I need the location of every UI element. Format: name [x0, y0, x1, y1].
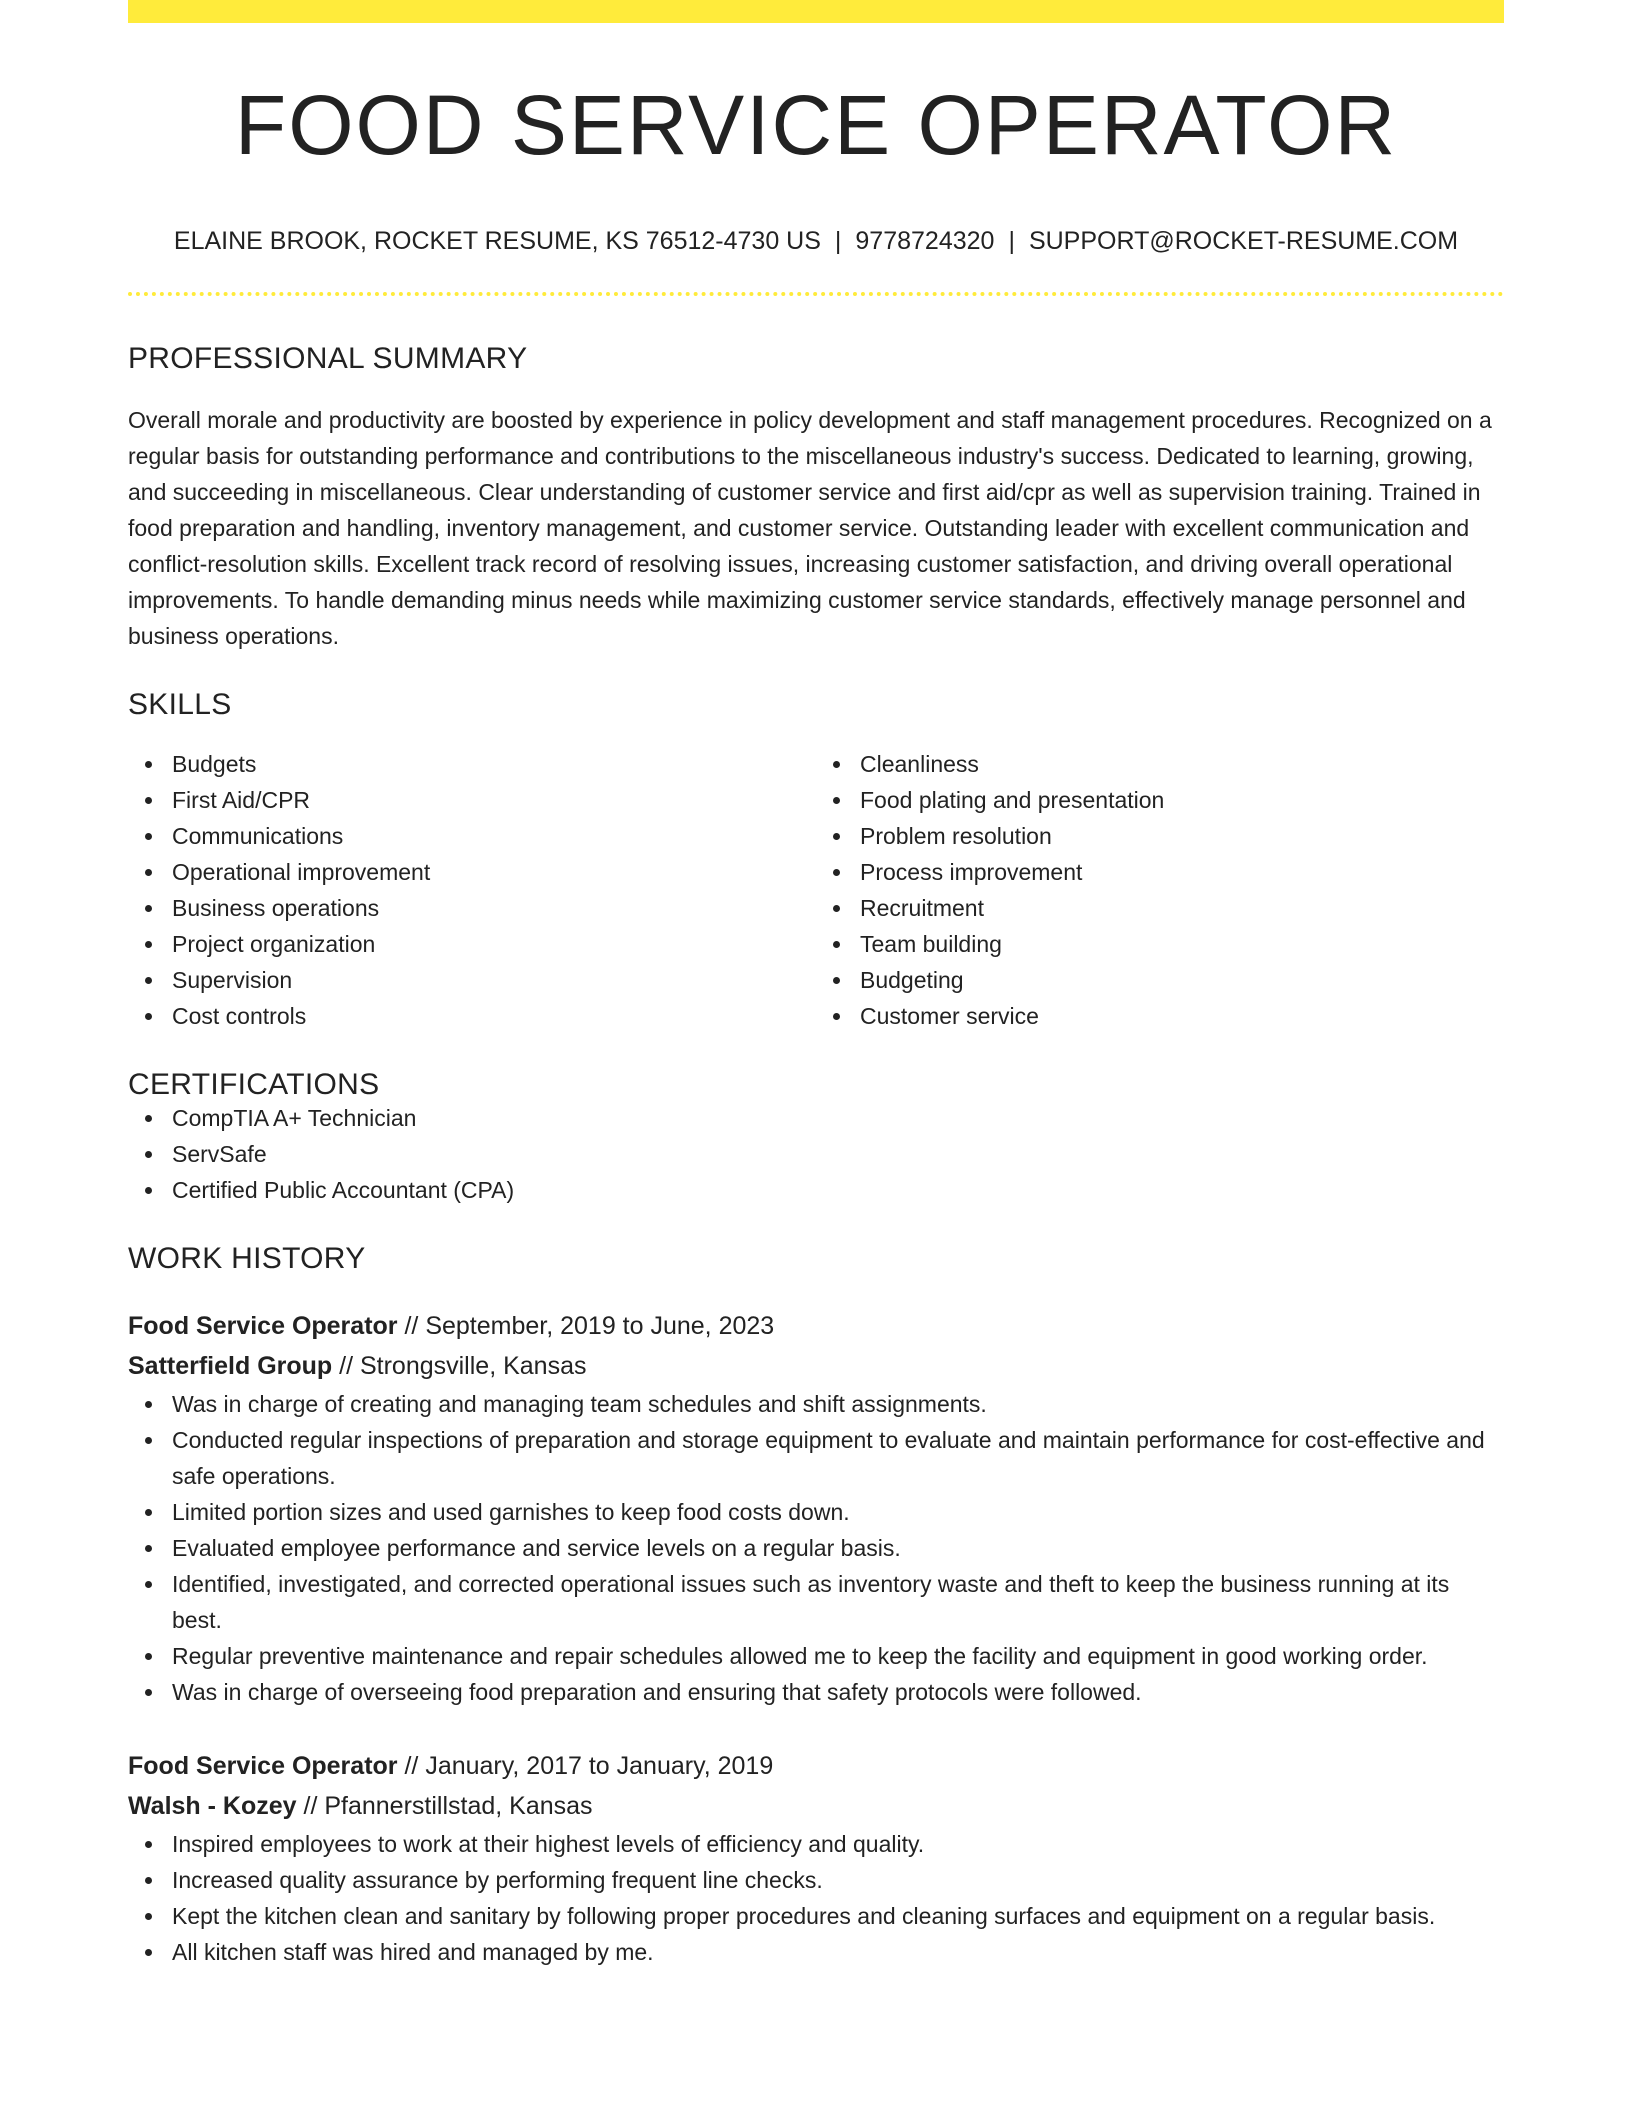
job-location: // Pfannerstillstad, Kansas [296, 1792, 593, 1820]
job-duty: Kept the kitchen clean and sanitary by following proper procedures and cleaning surfaces and equipment on a regular basis. [172, 1898, 1504, 1934]
skill-item: Problem resolution [860, 818, 1504, 854]
skill-item: Team building [860, 926, 1504, 962]
job-duty: Was in charge of overseeing food preparation and ensuring that safety protocols were followed. [172, 1674, 1504, 1710]
job-duty: Increased quality assurance by performing frequent line checks. [172, 1862, 1504, 1898]
skill-item: Food plating and presentation [860, 782, 1504, 818]
skills-right-list [816, 746, 1504, 1034]
skill-item: Budgets [172, 746, 816, 782]
job-dates: // September, 2019 to June, 2023 [397, 1312, 775, 1340]
job-role-line [128, 1306, 1504, 1346]
certifications-list [128, 1100, 1504, 1208]
job-entry [128, 1306, 1504, 1710]
job-company: Satterfield Group [128, 1352, 333, 1380]
job-duty: Inspired employees to work at their highest levels of efficiency and quality. [172, 1826, 1504, 1862]
certifications-heading: CERTIFICATIONS [128, 1068, 380, 1101]
resume-page [128, 0, 1504, 1970]
skill-item: First Aid/CPR [172, 782, 816, 818]
skill-item: Operational improvement [172, 854, 816, 890]
skills-heading: SKILLS [128, 688, 232, 721]
certification-item: CompTIA A+ Technician [172, 1100, 1504, 1136]
dotted-divider [128, 292, 1504, 296]
job-role-line [128, 1746, 1504, 1786]
contact-phone: 9778724320 [855, 227, 995, 255]
job-role: Food Service Operator [128, 1752, 398, 1780]
certification-item: ServSafe [172, 1136, 1504, 1172]
skill-item: Supervision [172, 962, 816, 998]
resume-title: FOOD SERVICE OPERATOR [234, 78, 1398, 172]
contact-separator: | [834, 227, 842, 255]
job-entry [128, 1746, 1504, 1970]
contact-address: ELAINE BROOK, ROCKET RESUME, KS 76512-4730 US [173, 227, 821, 255]
contact-email: SUPPORT@ROCKET-RESUME.COM [1028, 227, 1459, 255]
work-history-heading: WORK HISTORY [128, 1242, 366, 1275]
job-location: // Strongsville, Kansas [332, 1352, 587, 1380]
contact-separator: | [1008, 227, 1015, 255]
certification-item: Certified Public Accountant (CPA) [172, 1172, 1504, 1208]
skill-item: Cost controls [172, 998, 816, 1034]
skill-item: Customer service [860, 998, 1504, 1034]
skill-item: Process improvement [860, 854, 1504, 890]
job-duty: Conducted regular inspections of preparation and storage equipment to evaluate and maintain performance for cost-effective and safe operations. [172, 1422, 1504, 1494]
skills-left-list [128, 746, 816, 1034]
skills-columns [128, 746, 1504, 1034]
contact-line [128, 229, 1504, 254]
skill-item: Project organization [172, 926, 816, 962]
skill-item: Recruitment [860, 890, 1504, 926]
skill-item: Business operations [172, 890, 816, 926]
summary-heading: PROFESSIONAL SUMMARY [128, 342, 528, 375]
job-duty: Evaluated employee performance and service levels on a regular basis. [172, 1530, 1504, 1566]
job-duty: Identified, investigated, and corrected operational issues such as inventory waste and theft to keep the business running at its best. [172, 1566, 1504, 1638]
job-duty: Regular preventive maintenance and repair schedules allowed me to keep the facility and equipment in good working order. [172, 1638, 1504, 1674]
job-duties-list [128, 1826, 1504, 1970]
job-role: Food Service Operator [128, 1312, 398, 1340]
summary-text: Overall morale and productivity are boosted by experience in policy development and staff management procedures. Recognized on a regular basis for outstanding performance and contributions to the miscellaneous industry's success. Dedicated to learning, growing, and succeeding in miscellaneous. Clear understanding of customer service and first aid/cpr as well as supervision training. Trained in food preparation and handling, inventory management, and customer service. Outstanding leader with excellent communication and conflict-resolution skills. Excellent track record of resolving issues, increasing customer satisfaction, and driving overall operational improvements. To handle demanding minus needs while maximizing customer service standards, effectively manage personnel and business operations. [128, 407, 1492, 649]
job-duties-list [128, 1386, 1504, 1710]
skill-item: Communications [172, 818, 816, 854]
job-company: Walsh - Kozey [128, 1792, 297, 1820]
skill-item: Budgeting [860, 962, 1504, 998]
job-dates: // January, 2017 to January, 2019 [397, 1752, 774, 1780]
job-duty: Was in charge of creating and managing team schedules and shift assignments. [172, 1386, 1504, 1422]
job-company-line [128, 1346, 1504, 1386]
job-company-line [128, 1786, 1504, 1826]
job-duty: Limited portion sizes and used garnishes to keep food costs down. [172, 1494, 1504, 1530]
job-duty: All kitchen staff was hired and managed by me. [172, 1934, 1504, 1970]
skill-item: Cleanliness [860, 746, 1504, 782]
accent-top-bar [128, 0, 1504, 23]
